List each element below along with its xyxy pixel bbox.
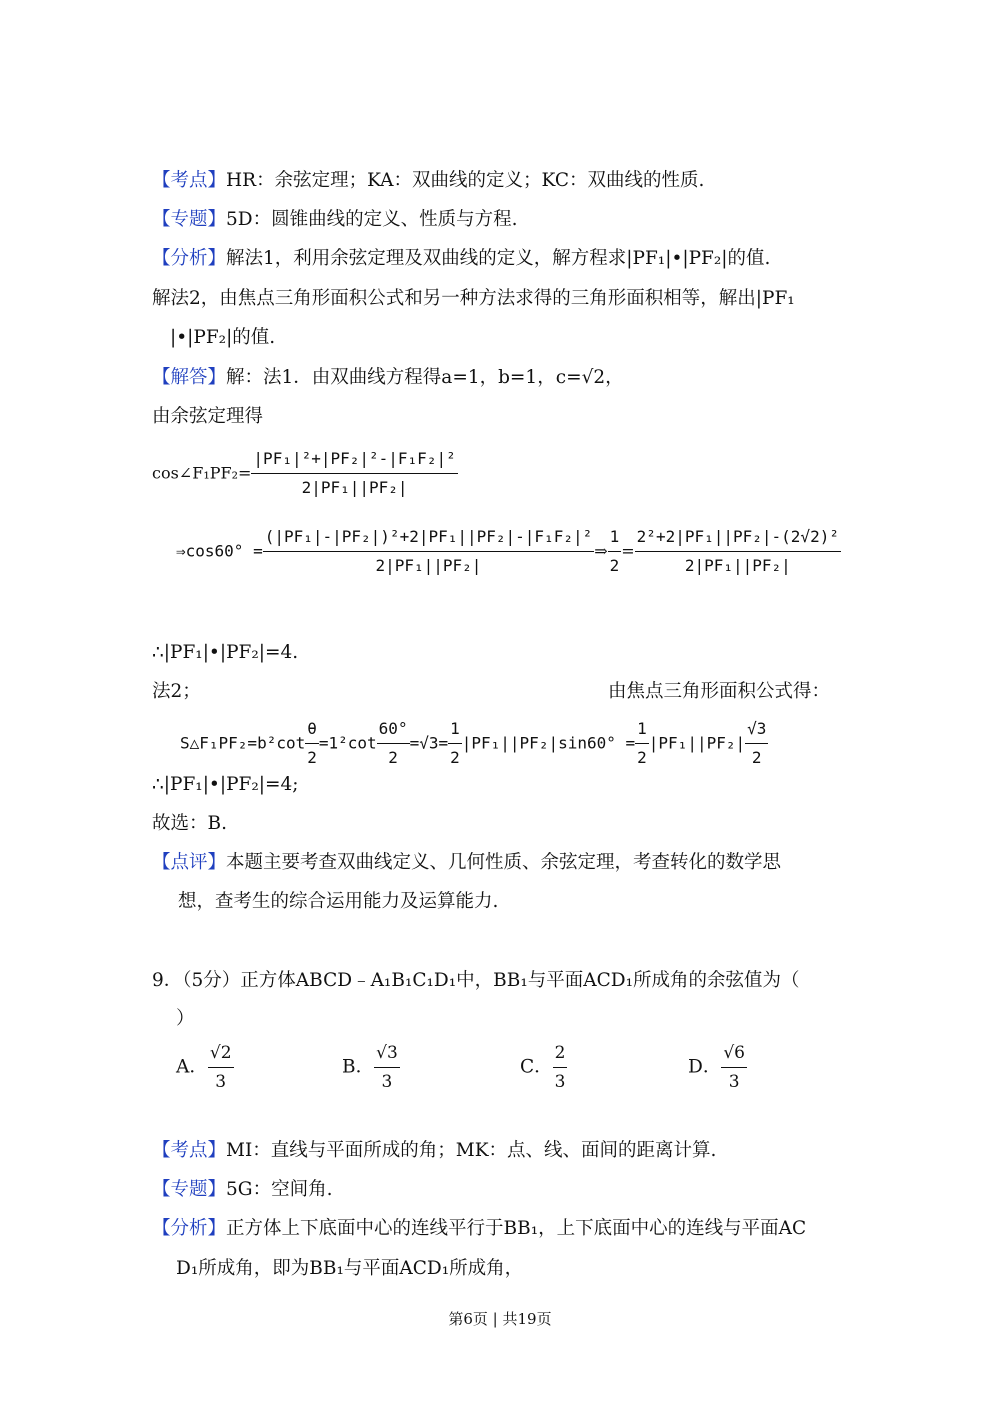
q9-option-d [688, 1040, 747, 1095]
therefore-1 [152, 640, 298, 666]
q9-stem-1 [152, 968, 800, 994]
option-b-fraction [374, 1040, 400, 1095]
fa2-right-line [608, 679, 830, 705]
half-b-num: 1 [635, 716, 649, 744]
q9-stem-text-1: 9．（5分）正方体ABCD﹣A₁B₁C₁D₁中，BB₁与平面ACD₁所成角的余弦值为（ [152, 970, 800, 991]
option-a-den: 3 [215, 1072, 227, 1092]
option-d-num: √6 [721, 1040, 747, 1068]
fenxi-text-1: 解法1，利用余弦定理及双曲线的定义，解方程求|PF₁|•|PF₂|的值. [226, 248, 771, 269]
dianping-text-2: 想，查考生的综合运用能力及运算能力. [178, 891, 499, 912]
kaodian-text: HR：余弦定理；KA：双曲线的定义；KC：双曲线的性质. [226, 170, 705, 191]
fenxi-text-2: 解法2，由焦点三角形面积公式和另一种方法求得的三角形面积相等，解出|PF₁ [152, 288, 795, 309]
impl-numerator-2: 2²+2|PF₁||PF₂|-(2√2)² [635, 524, 841, 552]
option-d-letter: D． [688, 1056, 722, 1078]
q9-fenxi-text-2: D₁所成角，即为BB₁与平面ACD₁所成角， [176, 1258, 524, 1279]
sqrt3-half-fraction [745, 716, 768, 771]
q9-option-c [520, 1040, 567, 1095]
area-tail-1: |PF₁||PF₂|sin60° = [461, 733, 636, 753]
yuxian-line [152, 404, 263, 430]
page-footer: 第6页 | 共19页 [448, 1310, 552, 1328]
cos-numerator: |PF₁|²+|PF₂|²-|F₁F₂|² [251, 446, 457, 474]
guxuan-text: 故选：B. [152, 813, 227, 834]
q9-kaodian-text: MI：直线与平面所成的角；MK：点、线、面间的距离计算. [226, 1140, 717, 1161]
q9-fenxi-text-1: 正方体上下底面中心的连线平行于BB₁，上下底面中心的连线与平面AC [226, 1218, 807, 1239]
option-b-num: √3 [374, 1040, 400, 1068]
kaodian-line [152, 168, 704, 194]
cos-lhs: cos∠F₁PF₂= [152, 463, 252, 483]
option-c-den: 3 [554, 1072, 566, 1092]
area-formula [180, 716, 768, 771]
q9-kaodian-tag: 【考点】 [152, 1140, 227, 1161]
q9-fenxi-line-2 [176, 1256, 523, 1282]
q9-option-a [176, 1040, 234, 1095]
dianping-tag: 【点评】 [152, 852, 227, 873]
half-fraction-b [635, 716, 649, 771]
option-a-letter: A． [176, 1056, 208, 1078]
sixty-num: 60° [377, 716, 410, 744]
area-mid: =1²cot [318, 733, 377, 753]
half-a-den: 2 [450, 748, 460, 767]
q9-fenxi-tag: 【分析】 [152, 1218, 227, 1239]
theta-num: θ [305, 716, 319, 744]
jieda-line [152, 365, 624, 391]
impl-denominator-1: 2|PF₁||PF₂| [375, 556, 482, 575]
zhuanti-text: 5D：圆锥曲线的定义、性质与方程. [226, 209, 518, 230]
fa2-line [152, 679, 201, 705]
option-c-fraction [553, 1040, 568, 1095]
yuxian-text: 由余弦定理得 [152, 406, 264, 427]
theta-den: 2 [307, 748, 317, 767]
impl-fraction-2 [635, 524, 841, 579]
dianping-line-2 [178, 889, 498, 915]
half-fraction [608, 524, 622, 579]
option-b-den: 3 [381, 1072, 393, 1092]
fa2-right-text: 由焦点三角形面积公式得： [608, 681, 831, 702]
cos-denominator: 2|PF₁||PF₂| [301, 478, 408, 497]
jieda-tag: 【解答】 [152, 367, 227, 388]
half-numerator: 1 [608, 524, 622, 552]
impl-arrow: ⇒ [594, 541, 608, 561]
sqrt3-num: √3 [745, 716, 768, 744]
q9-stem-text-2: ） [176, 1008, 195, 1029]
fenxi-tag: 【分析】 [152, 248, 227, 269]
half-fraction-a [448, 716, 462, 771]
option-a-fraction [208, 1040, 234, 1095]
half-b-den: 2 [637, 748, 647, 767]
cos-fraction [251, 446, 457, 501]
fa2-text: 法2； [152, 681, 201, 702]
impl-denominator-2: 2|PF₁||PF₂| [684, 556, 791, 575]
therefore-2-text: ∴|PF₁|•|PF₂|=4; [152, 774, 299, 795]
q9-zhuanti-line [152, 1177, 332, 1203]
fenxi-line-2 [152, 286, 795, 312]
sixty-fraction [377, 716, 410, 771]
q9-stem-2 [176, 1006, 195, 1032]
option-d-den: 3 [728, 1072, 740, 1092]
half-denominator: 2 [609, 556, 620, 575]
zhuanti-tag: 【专题】 [152, 209, 227, 230]
dianping-text-1: 本题主要考查双曲线定义、几何性质、余弦定理，考查转化的数学思 [226, 852, 782, 873]
guxuan-line [152, 811, 227, 837]
impl-lhs: ⇒cos60° = [176, 541, 263, 561]
dianping-line-1 [152, 850, 781, 876]
cos-formula [152, 446, 458, 501]
q9-option-b [342, 1040, 400, 1095]
option-b-letter: B． [342, 1056, 375, 1078]
half-a-num: 1 [448, 716, 462, 744]
q9-kaodian-line [152, 1138, 716, 1164]
option-c-num: 2 [553, 1040, 568, 1068]
option-c-letter: C． [520, 1056, 553, 1078]
kaodian-tag: 【考点】 [152, 170, 227, 191]
jieda-text: 解：法1．由双曲线方程得a=1，b=1，c=√2， [226, 367, 624, 388]
q9-zhuanti-text: 5G：空间角. [226, 1179, 333, 1200]
fenxi-text-3: |•|PF₂|的值. [170, 327, 276, 348]
area-tail-2: |PF₁||PF₂| [648, 733, 746, 753]
impl-numerator-1: (|PF₁|-|PF₂|)²+2|PF₁||PF₂|-|F₁F₂|² [263, 524, 595, 552]
option-d-fraction [721, 1040, 747, 1095]
fenxi-line-1 [152, 246, 770, 272]
sixty-den: 2 [388, 748, 398, 767]
q9-fenxi-line-1 [152, 1216, 806, 1242]
option-a-num: √2 [208, 1040, 234, 1068]
impl-equals: = [621, 541, 635, 561]
area-s: S△F₁PF₂=b²cot [180, 733, 306, 753]
area-sqrt3: =√3= [409, 733, 449, 753]
sqrt3-den: 2 [751, 748, 762, 767]
theta-fraction [305, 716, 319, 771]
impl-fraction-1 [263, 524, 595, 579]
impl-formula [176, 524, 841, 579]
therefore-2 [152, 772, 299, 798]
fenxi-line-3 [170, 325, 275, 351]
therefore-1-text: ∴|PF₁|•|PF₂|=4. [152, 642, 299, 663]
q9-zhuanti-tag: 【专题】 [152, 1179, 227, 1200]
zhuanti-line [152, 207, 518, 233]
